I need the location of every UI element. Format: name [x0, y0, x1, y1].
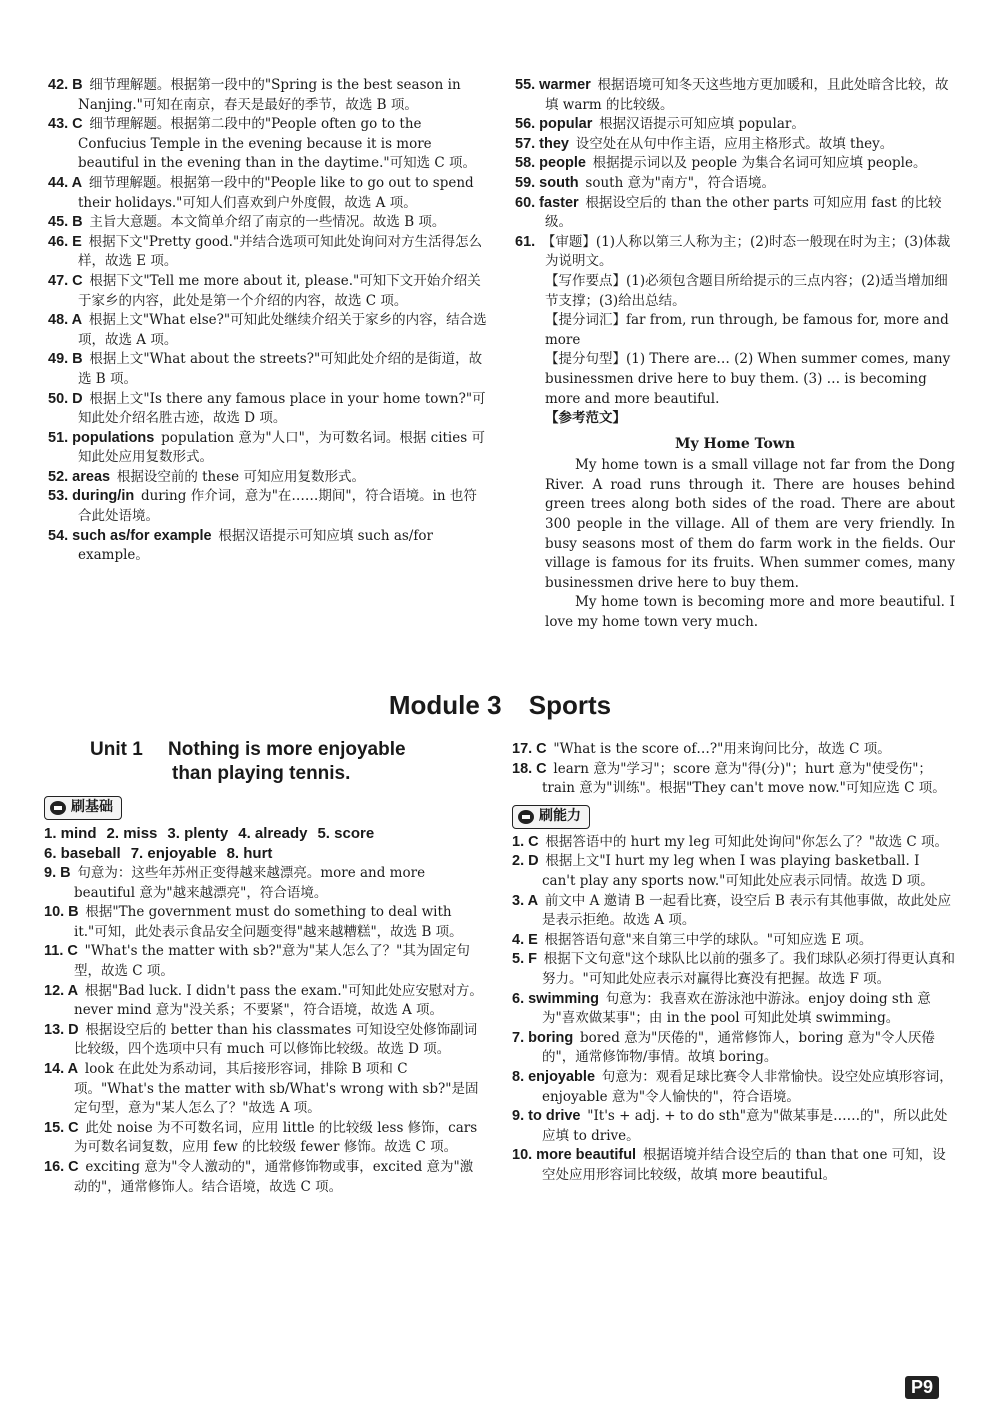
vocab-answers-line1 — [44, 824, 486, 844]
answer-explanation: 主旨大意题。本文简单介绍了南京的一些情况。故选 B 项。 — [89, 214, 446, 231]
answer-number: 2. D — [512, 853, 539, 870]
answer-number: 1. C — [512, 833, 539, 850]
answer-number: 15. C — [44, 1119, 79, 1136]
essay-paragraph-1: My home town is a small village not far from the Dong River. A road runs through it. There are houses behind green trees along both sides of the road. There are about 300 people in the village. All of them are very friendly. In busy seasons most of them do farm work in the fields. Our village is famous for its fruits. When summer comes, many businessmen drive here to buy them. — [545, 457, 955, 591]
answer-number: 59. south — [515, 174, 579, 191]
answer-number: 13. D — [44, 1021, 79, 1038]
answer-entry — [44, 982, 486, 1021]
answer-entry — [48, 233, 488, 272]
answer-number: 9. to drive — [512, 1108, 581, 1125]
answer-entry — [48, 272, 488, 311]
answer-entry — [44, 1119, 486, 1158]
answer-number: 44. A — [48, 174, 83, 191]
answer-explanation: 根据上文"What about the streets?"可知此处介绍的是街道，故选 B 项。 — [78, 351, 483, 387]
answer-entry — [48, 174, 488, 213]
answer-explanation: 根据答语句意"来自第三中学的球队。"可知应选 E 项。 — [544, 931, 873, 948]
answer-entry — [48, 350, 488, 389]
answer-number: 10. B — [44, 904, 79, 921]
unit-label: Unit 1 — [90, 739, 143, 760]
answer-entry — [48, 390, 488, 429]
answer-explanation: 【审题】(1)人称以第三人称为主；(2)时态一般现在时为主；(3)体裁为说明文。 — [541, 233, 951, 270]
answer-entry — [48, 527, 488, 566]
q61-points: 【写作要点】(1)必须包含题目所给提示的三点内容；(2)适当增加细节支撑；(3)给出总结。 — [545, 272, 948, 309]
module-label: Module 3 — [388, 690, 502, 720]
ability-practice-badge — [512, 805, 590, 829]
answer-number: 49. B — [48, 351, 83, 368]
vocab-answer: 4. already — [238, 825, 308, 842]
answer-explanation: "What's the matter with sb?"意为"某人怎么了？"其为固定句型，故选 C 项。 — [74, 943, 470, 979]
answer-entry — [512, 740, 956, 760]
answer-entry — [48, 311, 488, 350]
answer-entry — [515, 154, 955, 174]
answer-explanation: 细节理解题。根据第二段中的"People often go to the Confucius Temple in the evening because it is more beautiful in the evening than in the daytime."可知选 C 项。 — [78, 116, 476, 172]
basic-practice-badge — [44, 796, 122, 820]
answer-entry — [48, 429, 488, 468]
right-top-answers — [515, 76, 955, 633]
answer-explanation: 根据设空后的 better than his classmates 可知设空处修饰副词比较级，四个选项中只有 much 可以修饰比较级。故选 D 项。 — [74, 1021, 478, 1058]
answer-entry — [512, 892, 956, 931]
answer-explanation: 根据下文句意"这个球队比以前的强多了。我们球队必须打得更认真和努力。"可知此处应表示对赢得比赛没有把握。故选 F 项。 — [542, 951, 955, 987]
answer-entry — [512, 990, 956, 1029]
answer-entry — [512, 833, 956, 853]
answer-entry — [512, 1146, 956, 1185]
answer-number: 3. A — [512, 892, 539, 909]
answer-number: 8. enjoyable — [512, 1068, 596, 1085]
answer-number: 54. such as/for example — [48, 527, 212, 544]
answer-explanation: "What is the score of…?"用来询问比分，故选 C 项。 — [553, 741, 891, 757]
answer-explanation: 根据语境并结合设空后的 than that one 可知，设空处应用形容词比较级，故填 more beautiful。 — [542, 1147, 946, 1183]
answer-entry — [515, 174, 955, 194]
answer-entry — [44, 1158, 486, 1197]
pencil-icon — [517, 809, 535, 825]
answer-number: 18. C — [512, 760, 547, 777]
unit-heading — [90, 738, 490, 786]
answer-number: 5. F — [512, 951, 537, 968]
answer-entry — [512, 760, 956, 799]
answer-entry — [44, 1060, 486, 1119]
answer-explanation: during 作介词，意为"在……期间"，符合语境。in 也符合此处语境。 — [78, 488, 477, 525]
answer-number: 58. people — [515, 155, 586, 172]
unit-title-line2: than playing tennis. — [172, 763, 351, 784]
essay-paragraph-2: My home town is becoming more and more beautiful. I love my home town very much. — [545, 594, 955, 631]
answer-explanation: 根据设空前的 these 可知应用复数形式。 — [116, 468, 365, 485]
answer-explanation: 根据语境可知冬天这些地方更加暖和，且此处暗含比较，故填 warm 的比较级。 — [545, 77, 949, 113]
answer-entry — [512, 1107, 956, 1146]
answer-explanation: 根据上文"What else?"可知此处继续介绍关于家乡的内容，结合选项，故选 A 项。 — [78, 312, 487, 348]
answer-number: 55. warmer — [515, 77, 591, 93]
answer-number: 10. more beautiful — [512, 1147, 637, 1164]
answer-number: 56. popular — [515, 116, 593, 133]
right-bottom-answers — [512, 740, 956, 1185]
answer-explanation: 句意为：这些年苏州正变得越来越漂亮。more and more beautiful 意为"越来越漂亮"，符合语境。 — [74, 865, 426, 901]
answer-number: 16. C — [44, 1158, 79, 1175]
vocab-answer: 6. baseball — [44, 845, 121, 862]
answer-entry — [44, 1021, 486, 1060]
answer-explanation: 细节理解题。根据第一段中的"People like to go out to spend their holidays."可知人们喜欢到户外度假，故选 A 项。 — [78, 174, 474, 211]
answer-entry — [512, 1068, 956, 1107]
answer-entry — [48, 115, 488, 174]
answer-number: 12. A — [44, 982, 79, 999]
answer-number: 4. E — [512, 931, 538, 948]
q61-sample-label: 【参考范文】 — [545, 410, 626, 427]
vocab-answer: 8. hurt — [226, 845, 273, 862]
answer-explanation: 前文中 A 邀请 B 一起看比赛，设空后 B 表示有其他事做，故此处应是表示拒绝。故选 A 项。 — [542, 892, 952, 929]
answer-explanation: look 在此处为系动词，其后接形容词，排除 B 项和 C 项。"What's the matter with sb/What's wrong with sb?"是固定句型，意为"某人怎么了？"故选 A 项。 — [74, 1060, 479, 1117]
answer-entry — [48, 487, 488, 526]
answer-entry — [512, 1029, 956, 1068]
module-name: Sports — [528, 690, 612, 720]
answer-entry — [515, 76, 955, 115]
basic-practice-label: 刷基础 — [71, 799, 113, 816]
ability-practice-label: 刷能力 — [539, 807, 581, 824]
answer-explanation: 根据上文"Is there any famous place in your home town?"可知此处介绍名胜古迹，故选 D 项。 — [78, 390, 486, 427]
answer-number: 11. C — [44, 943, 78, 960]
answer-number: 6. swimming — [512, 990, 600, 1007]
answer-explanation: exciting 意为"令人激动的"，通常修饰物或事，excited 意为"激动的"，通常修饰人。结合语境，故选 C 项。 — [74, 1158, 474, 1195]
answer-explanation: bored 意为"厌倦的"，通常修饰人，boring 意为"令人厌倦的"，通常修饰物/事情。故填 boring。 — [542, 1029, 935, 1066]
answer-entry — [48, 468, 488, 488]
q61-vocab: 【提分词汇】far from, run through, be famous for, more and more — [545, 312, 949, 348]
answer-entry — [44, 942, 486, 981]
answer-explanation: 根据汉语提示可知应填 such as/for example。 — [78, 527, 433, 564]
answer-number: 45. B — [48, 214, 83, 231]
answer-number: 52. areas — [48, 468, 111, 485]
page-number: P9 — [905, 1376, 939, 1399]
answer-number: 50. D — [48, 390, 83, 407]
vocab-answer: 7. enjoyable — [130, 845, 217, 862]
answer-explanation: south 意为"南方"，符合语境。 — [585, 174, 775, 191]
answer-entry — [44, 903, 486, 942]
answer-entry — [515, 115, 955, 135]
answer-explanation: 根据设空后的 than the other parts 可知应用 fast 的比较级。 — [545, 194, 942, 231]
answer-entry — [44, 864, 486, 903]
answer-entry — [515, 135, 955, 155]
answer-number: 46. E — [48, 233, 82, 250]
answer-explanation: 根据上文"I hurt my leg when I was playing basketball. I can't play any sports now."可知此处应表示同情。故选 D 项。 — [542, 853, 934, 889]
answer-explanation: 句意为：观看足球比赛令人非常愉快。设空处应填形容词，enjoyable 意为"令人愉快的"，符合语境。 — [542, 1068, 953, 1105]
answer-entry — [515, 194, 955, 233]
vocab-answer: 1. mind — [44, 825, 97, 842]
answer-explanation: 根据汉语提示可知应填 popular。 — [599, 116, 805, 133]
answer-explanation: 根据"The government must do something to deal with it."可知，此处表示食品安全问题变得"越来越糟糕"，故选 B 项。 — [74, 904, 463, 940]
unit-title-line1: Nothing is more enjoyable — [168, 739, 406, 760]
answer-entry — [48, 213, 488, 233]
left-top-answers — [48, 76, 488, 566]
answer-number: 57. they — [515, 135, 569, 152]
answer-entry — [48, 76, 488, 115]
answer-entry — [512, 950, 956, 989]
answer-explanation: 根据答语中的 hurt my leg 可知此处询问"你怎么了？"故选 C 项。 — [545, 833, 948, 850]
answer-explanation: learn 意为"学习"；score 意为"得(分)"；hurt 意为"使受伤"；train 意为"训练"。根据"They can't move now."可知应选 C 项。 — [542, 760, 946, 797]
answer-number: 47. C — [48, 272, 83, 289]
vocab-answers-line2 — [44, 844, 486, 864]
answer-explanation: 细节理解题。根据第一段中的"Spring is the best season in Nanjing."可知在南京，春天是最好的季节，故选 B 项。 — [78, 77, 461, 113]
answer-number: 17. C — [512, 741, 547, 757]
answer-explanation: population 意为"人口"，为可数名词。根据 cities 可知此处应用复数形式。 — [78, 429, 485, 466]
answer-number: 42. B — [48, 77, 83, 93]
answer-number: 9. B — [44, 865, 71, 881]
answer-explanation: "It's + adj. + to do sth"意为"做某事是……的"，所以此处应填 to drive。 — [542, 1108, 948, 1144]
answer-number: 60. faster — [515, 194, 579, 211]
essay-title: My Home Town — [674, 435, 796, 452]
answer-explanation: 设空处在从句中作主语，应用主格形式。故填 they。 — [575, 135, 894, 152]
answer-explanation: 根据提示词以及 people 为集合名词可知应填 people。 — [592, 155, 927, 172]
answer-entry — [515, 233, 955, 272]
vocab-answer: 2. miss — [106, 825, 158, 842]
answer-number: 7. boring — [512, 1029, 574, 1046]
answer-explanation: 根据"Bad luck. I didn't pass the exam."可知此处应安慰对方。never mind 意为"没关系；不要紧"，符合语境，故选 A 项。 — [74, 982, 483, 1019]
answer-number: 48. A — [48, 312, 83, 329]
vocab-answer: 3. plenty — [167, 825, 229, 842]
answer-number: 53. during/in — [48, 488, 135, 505]
answer-number: 61. — [515, 233, 536, 250]
module-heading — [0, 690, 1000, 721]
answer-explanation: 句意为：我喜欢在游泳池中游泳。enjoy doing sth 意为"喜欢做某事"；由 in the pool 可知此处填 swimming。 — [542, 990, 931, 1027]
answer-entry — [512, 852, 956, 891]
answer-explanation: 根据下文"Tell me more about it, please."可知下文开始介绍关于家乡的内容，此处是第一个介绍的内容，故选 C 项。 — [78, 272, 481, 309]
answer-number: 43. C — [48, 116, 83, 133]
q61-sentences: 【提分句型】(1) There are… (2) When summer comes, many businessmen drive here to buy them. (3) … is becoming more and more beautiful. — [545, 351, 951, 407]
answer-number: 51. populations — [48, 429, 155, 446]
answer-number: 14. A — [44, 1060, 79, 1077]
answer-explanation: 根据下文"Pretty good."并结合选项可知此处询问对方生活得怎么样，故选 E 项。 — [78, 233, 483, 270]
answer-entry — [512, 931, 956, 951]
pencil-icon — [49, 800, 67, 816]
answer-explanation: 此处 noise 为不可数名词，应用 little 的比较级 less 修饰，cars 为可数名词复数，应用 few 的比较级 fewer 修饰。故选 C 项。 — [74, 1119, 478, 1156]
left-bottom-answers — [44, 790, 486, 1197]
vocab-answer: 5. score — [317, 825, 375, 842]
